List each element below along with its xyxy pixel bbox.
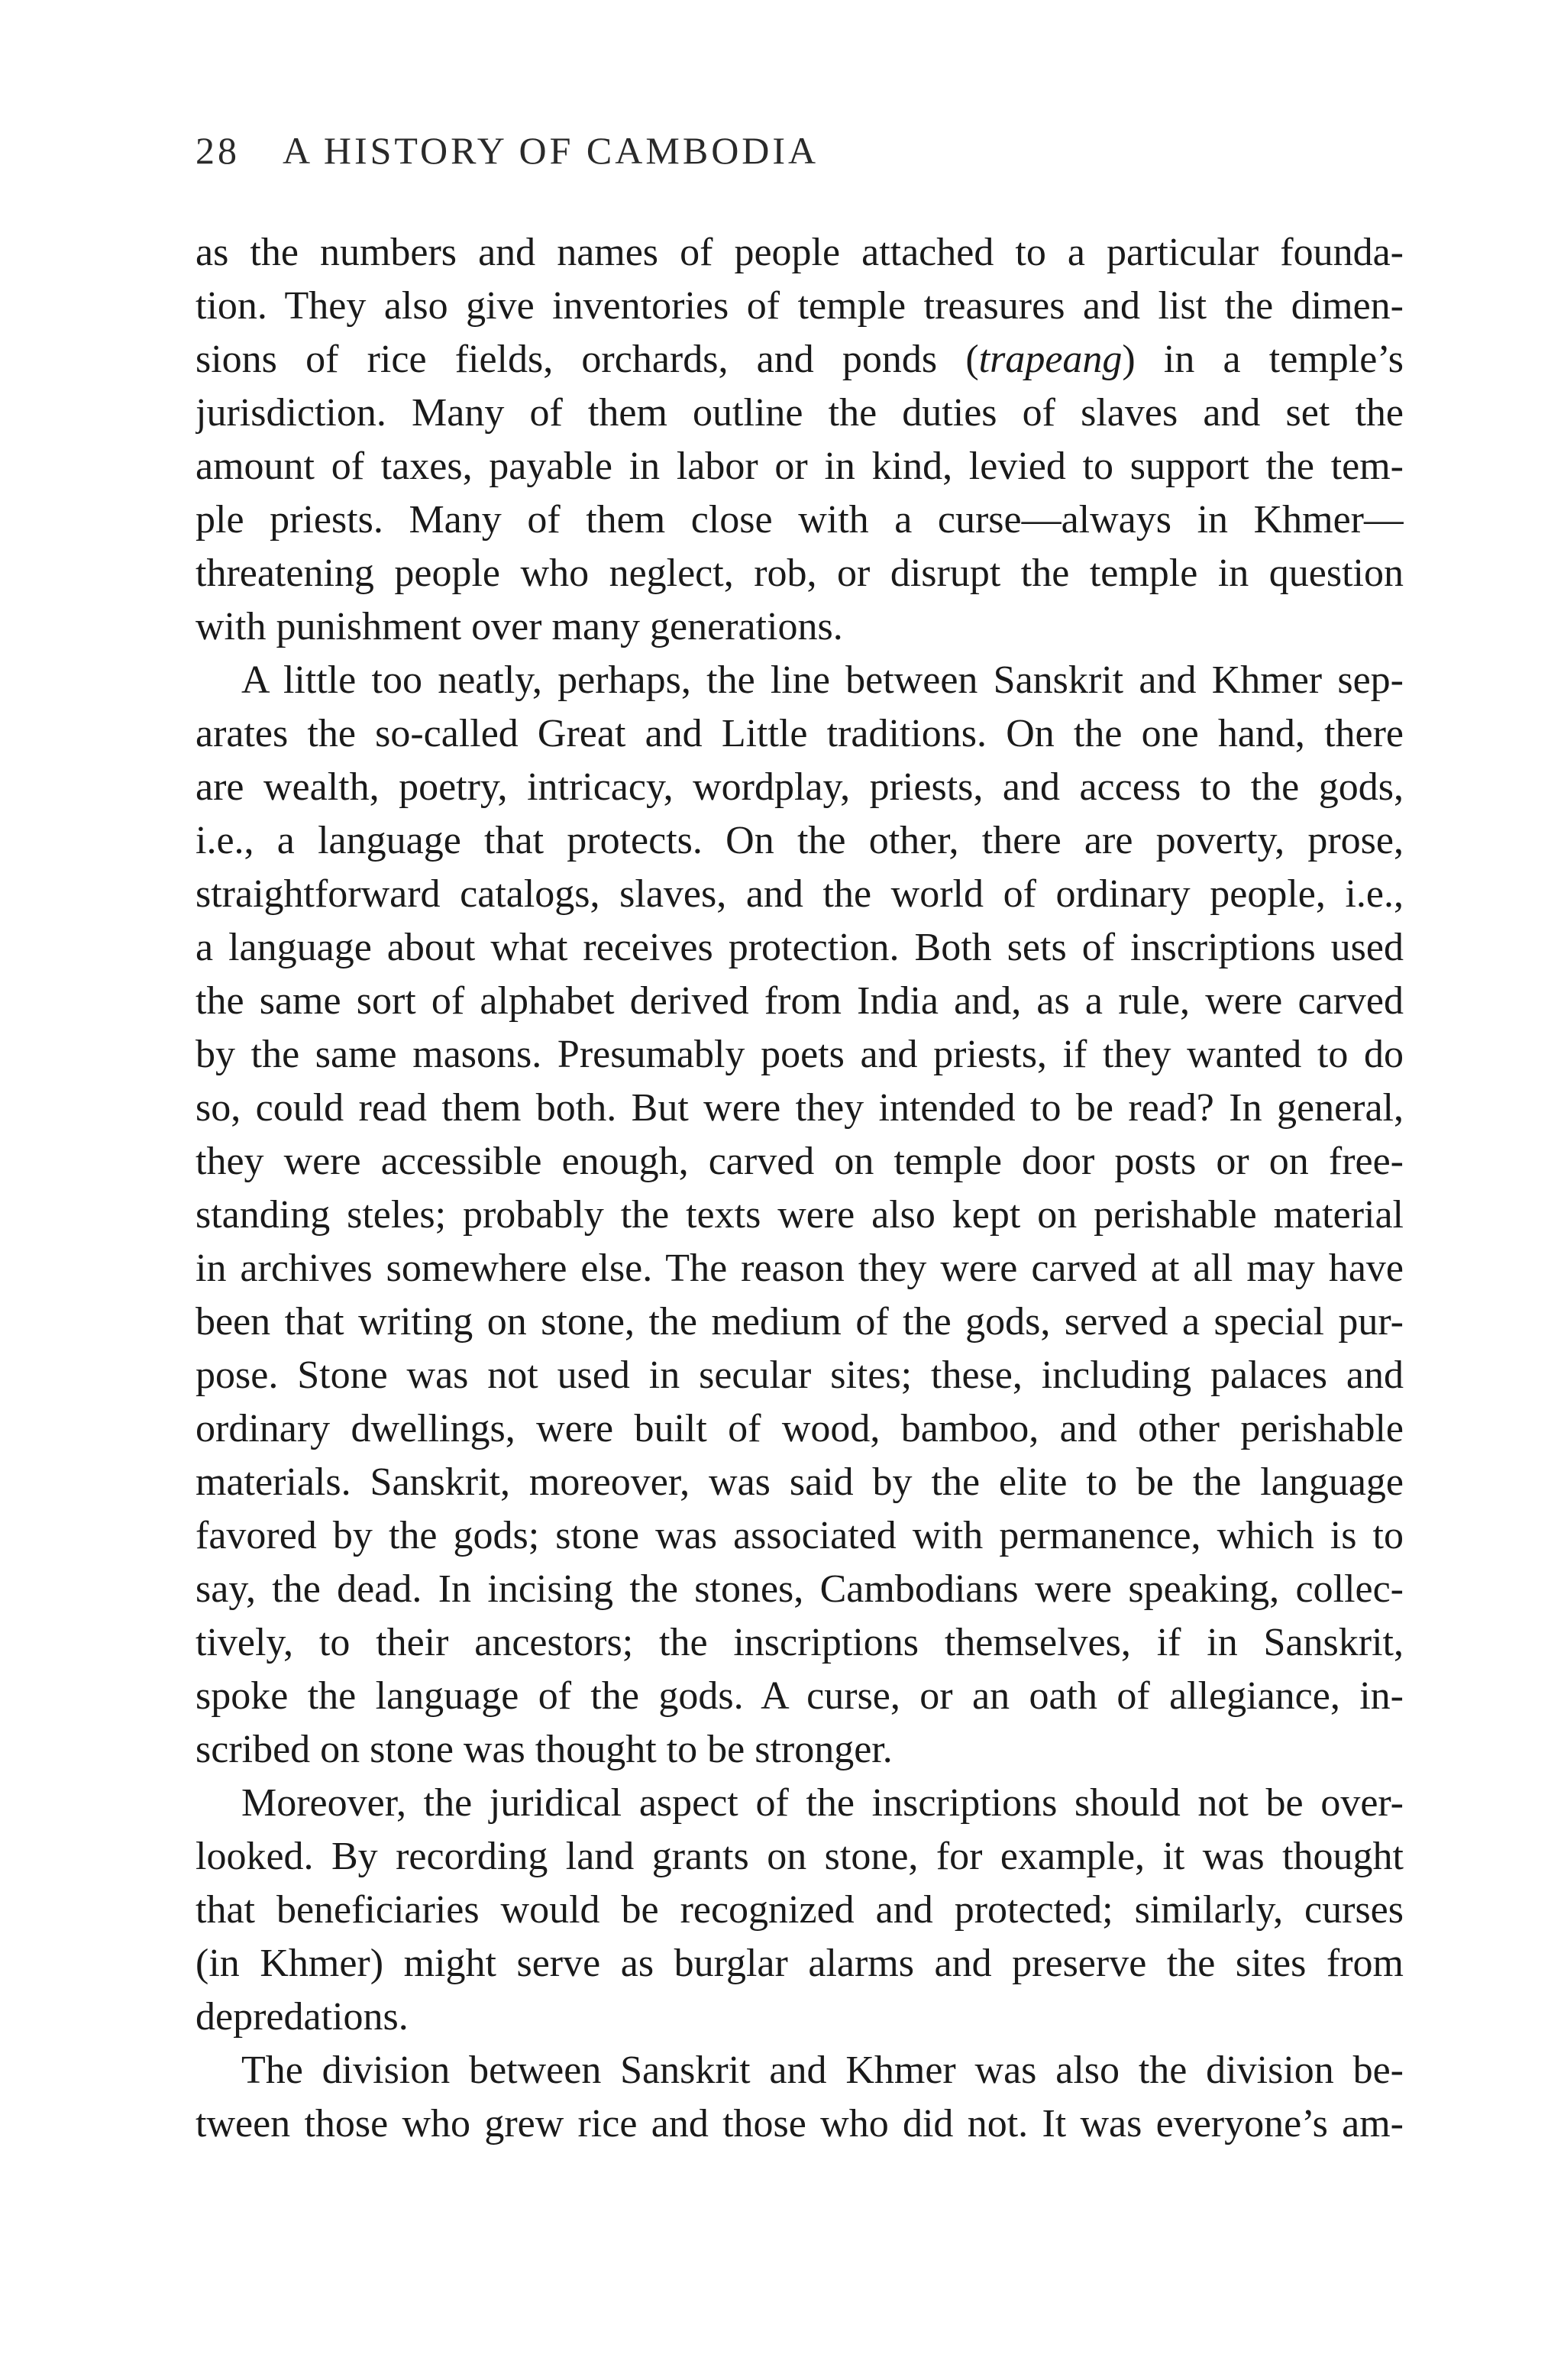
text-line: scribed on stone was thought to be stronger. [196, 1728, 893, 1771]
text-line: threatening people who neglect, rob, or disrupt the temple in question [196, 551, 1404, 595]
text-line: are wealth, poetry, intricacy, wordplay, priests, and access to the gods, [196, 765, 1404, 809]
text-line: Moreover, the juridical aspect of the inscriptions should not be over- [241, 1781, 1404, 1825]
text-line: standing steles; probably the texts were also kept on perishable material [196, 1193, 1404, 1237]
text-line: depredations. [196, 1995, 409, 2039]
text-line: they were accessible enough, carved on temple door posts or on free- [196, 1140, 1404, 1183]
text-line: jurisdiction. Many of them outline the duties of slaves and set the [196, 391, 1404, 435]
text-line: The division between Sanskrit and Khmer was also the division be- [241, 2049, 1404, 2092]
text-line: been that writing on stone, the medium of the gods, served a special pur- [196, 1300, 1404, 1344]
text-line: arates the so-called Great and Little traditions. On the one hand, there [196, 712, 1404, 755]
running-head [196, 128, 819, 173]
text-line: ple priests. Many of them close with a curse—always in Khmer— [196, 498, 1404, 542]
paragraph-3 [196, 1777, 1404, 2044]
text-line: i.e., a language that protects. On the other, there are poverty, prose, [196, 819, 1404, 862]
paragraph-2 [196, 654, 1404, 1777]
text-line: favored by the gods; stone was associated with permanence, which is to [196, 1514, 1404, 1557]
page-number: 28 [196, 129, 240, 172]
text-line [196, 333, 1404, 386]
text-line: with punishment over many generations. [196, 605, 843, 648]
text-line: tween those who grew rice and those who did not. It was everyone’s am- [196, 2102, 1404, 2146]
text-line: as the numbers and names of people attached to a particular founda- [196, 231, 1404, 274]
text-line: (in Khmer) might serve as burglar alarms and preserve the sites from [196, 1942, 1404, 1985]
text-line: tively, to their ancestors; the inscriptions themselves, if in Sanskrit, [196, 1621, 1404, 1664]
text-line: materials. Sanskrit, moreover, was said by the elite to be the language [196, 1460, 1404, 1504]
text-line: spoke the language of the gods. A curse, or an oath of allegiance, in- [196, 1674, 1404, 1718]
text-line: straightforward catalogs, slaves, and the world of ordinary people, i.e., [196, 872, 1404, 916]
text-line: looked. By recording land grants on stone, for example, it was thought [196, 1835, 1404, 1878]
text-line: A little too neatly, perhaps, the line between Sanskrit and Khmer sep- [241, 658, 1404, 702]
text-line: by the same masons. Presumably poets and priests, if they wanted to do [196, 1033, 1404, 1076]
text-line: pose. Stone was not used in secular sites; these, including palaces and [196, 1353, 1404, 1397]
text-line: a language about what receives protection. Both sets of inscriptions used [196, 926, 1404, 969]
text-line: amount of taxes, payable in labor or in kind, levied to support the tem- [196, 445, 1404, 488]
text-line: the same sort of alphabet derived from India and, as a rule, were carved [196, 979, 1404, 1023]
text-run: sions of rice fields, orchards, and ponds ( [196, 338, 979, 381]
text-line: tion. They also give inventories of temple treasures and list the dimen- [196, 284, 1404, 328]
text-line: say, the dead. In incising the stones, Cambodians were speaking, collec- [196, 1567, 1404, 1611]
body-text [196, 226, 1404, 2151]
text-line: that beneficiaries would be recognized and protected; similarly, curses [196, 1888, 1404, 1932]
running-head-title: A HISTORY OF CAMBODIA [283, 129, 819, 172]
text-line: so, could read them both. But were they intended to be read? In general, [196, 1086, 1404, 1130]
paragraph-1 [196, 226, 1404, 654]
paragraph-4 [196, 2044, 1404, 2151]
text-line: in archives somewhere else. The reason they were carved at all may have [196, 1247, 1404, 1290]
italic-term: trapeang [978, 338, 1123, 381]
text-run: ) in a temple’s [1122, 338, 1404, 381]
text-line: ordinary dwellings, were built of wood, bamboo, and other perishable [196, 1407, 1404, 1450]
